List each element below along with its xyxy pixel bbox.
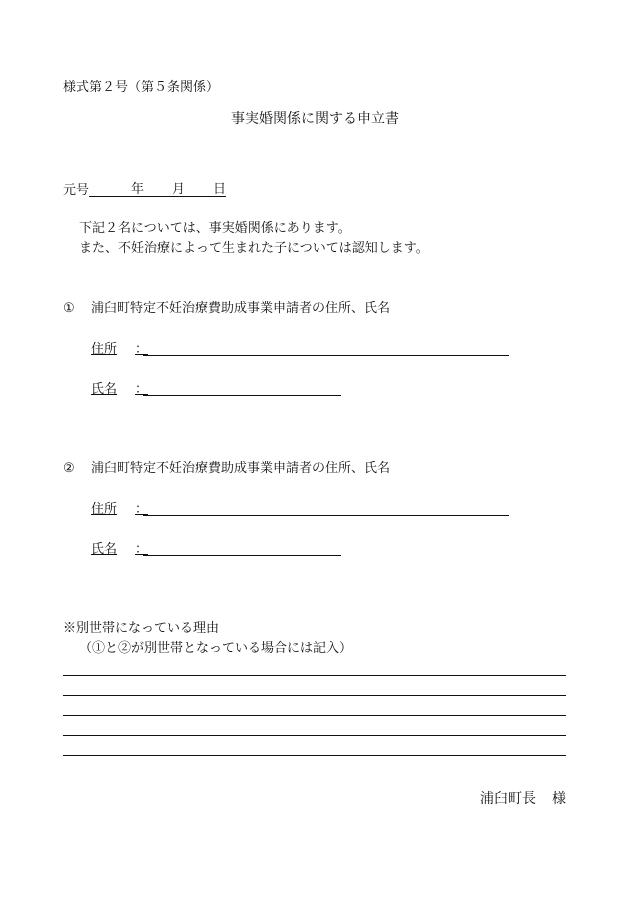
applicant-2-name-label: 氏名: [91, 542, 118, 557]
applicant-1-address-label: 住所: [91, 342, 118, 357]
reason-line-4[interactable]: [63, 735, 566, 736]
applicant-1-heading-text: 浦臼町特定不妊治療費助成事業申請者の住所、氏名: [91, 301, 391, 316]
addressee: [480, 792, 566, 806]
date-era-label: 元号: [63, 183, 90, 198]
reason-line-2[interactable]: [63, 695, 566, 696]
applicant-1-address-colon: ：: [135, 342, 149, 357]
applicant-2-name-field[interactable]: [143, 542, 341, 556]
reason-line-1[interactable]: [63, 675, 566, 676]
date-year-field[interactable]: [89, 182, 131, 197]
applicant-2-address-label: 住所: [91, 502, 118, 517]
date-year-label: 年: [131, 182, 145, 197]
declaration-line-2: また、不妊治療によって生まれた子については認知します。: [79, 241, 429, 256]
applicant-2-heading-text: 浦臼町特定不妊治療費助成事業申請者の住所、氏名: [91, 461, 391, 476]
date-month-field[interactable]: [144, 182, 172, 197]
applicant-1-address-field[interactable]: [143, 342, 509, 356]
date-row: [63, 182, 226, 197]
reason-line-5[interactable]: [63, 755, 566, 756]
date-day-label: 日: [213, 182, 227, 197]
applicant-2-name-row: [91, 542, 341, 556]
applicant-2-address-colon: ：: [135, 502, 149, 517]
applicant-2-address-row: [91, 502, 509, 516]
date-day-field[interactable]: [185, 182, 213, 197]
applicant-1-name-row: [91, 382, 341, 396]
addressee-name: 浦臼町長: [480, 791, 536, 807]
applicant-1-heading: [63, 302, 390, 315]
applicant-2-address-field[interactable]: [143, 502, 509, 516]
applicant-2-name-colon: ：: [135, 542, 149, 557]
separate-household-heading: ※別世帯になっている理由: [63, 621, 220, 636]
applicant-2-heading: [63, 462, 390, 475]
separate-household-note: （①と②が別世帯となっている場合には記入）: [79, 641, 353, 656]
applicant-1-name-label: 氏名: [91, 382, 118, 397]
applicant-2-number: ②: [63, 461, 75, 476]
document-title: 事実婚関係に関する申立書: [231, 111, 399, 127]
applicant-1-number: ①: [63, 301, 75, 316]
addressee-honorific: 様: [552, 791, 566, 807]
declaration-line-1: 下記２名については、事実婚関係にあります。: [79, 221, 351, 236]
date-month-label: 月: [172, 182, 186, 197]
reason-line-3[interactable]: [63, 715, 566, 716]
applicant-1-address-row: [91, 342, 509, 356]
form-number: 様式第２号（第５条関係）: [63, 80, 220, 95]
applicant-1-name-colon: ：: [135, 382, 149, 397]
applicant-1-name-field[interactable]: [143, 382, 341, 396]
